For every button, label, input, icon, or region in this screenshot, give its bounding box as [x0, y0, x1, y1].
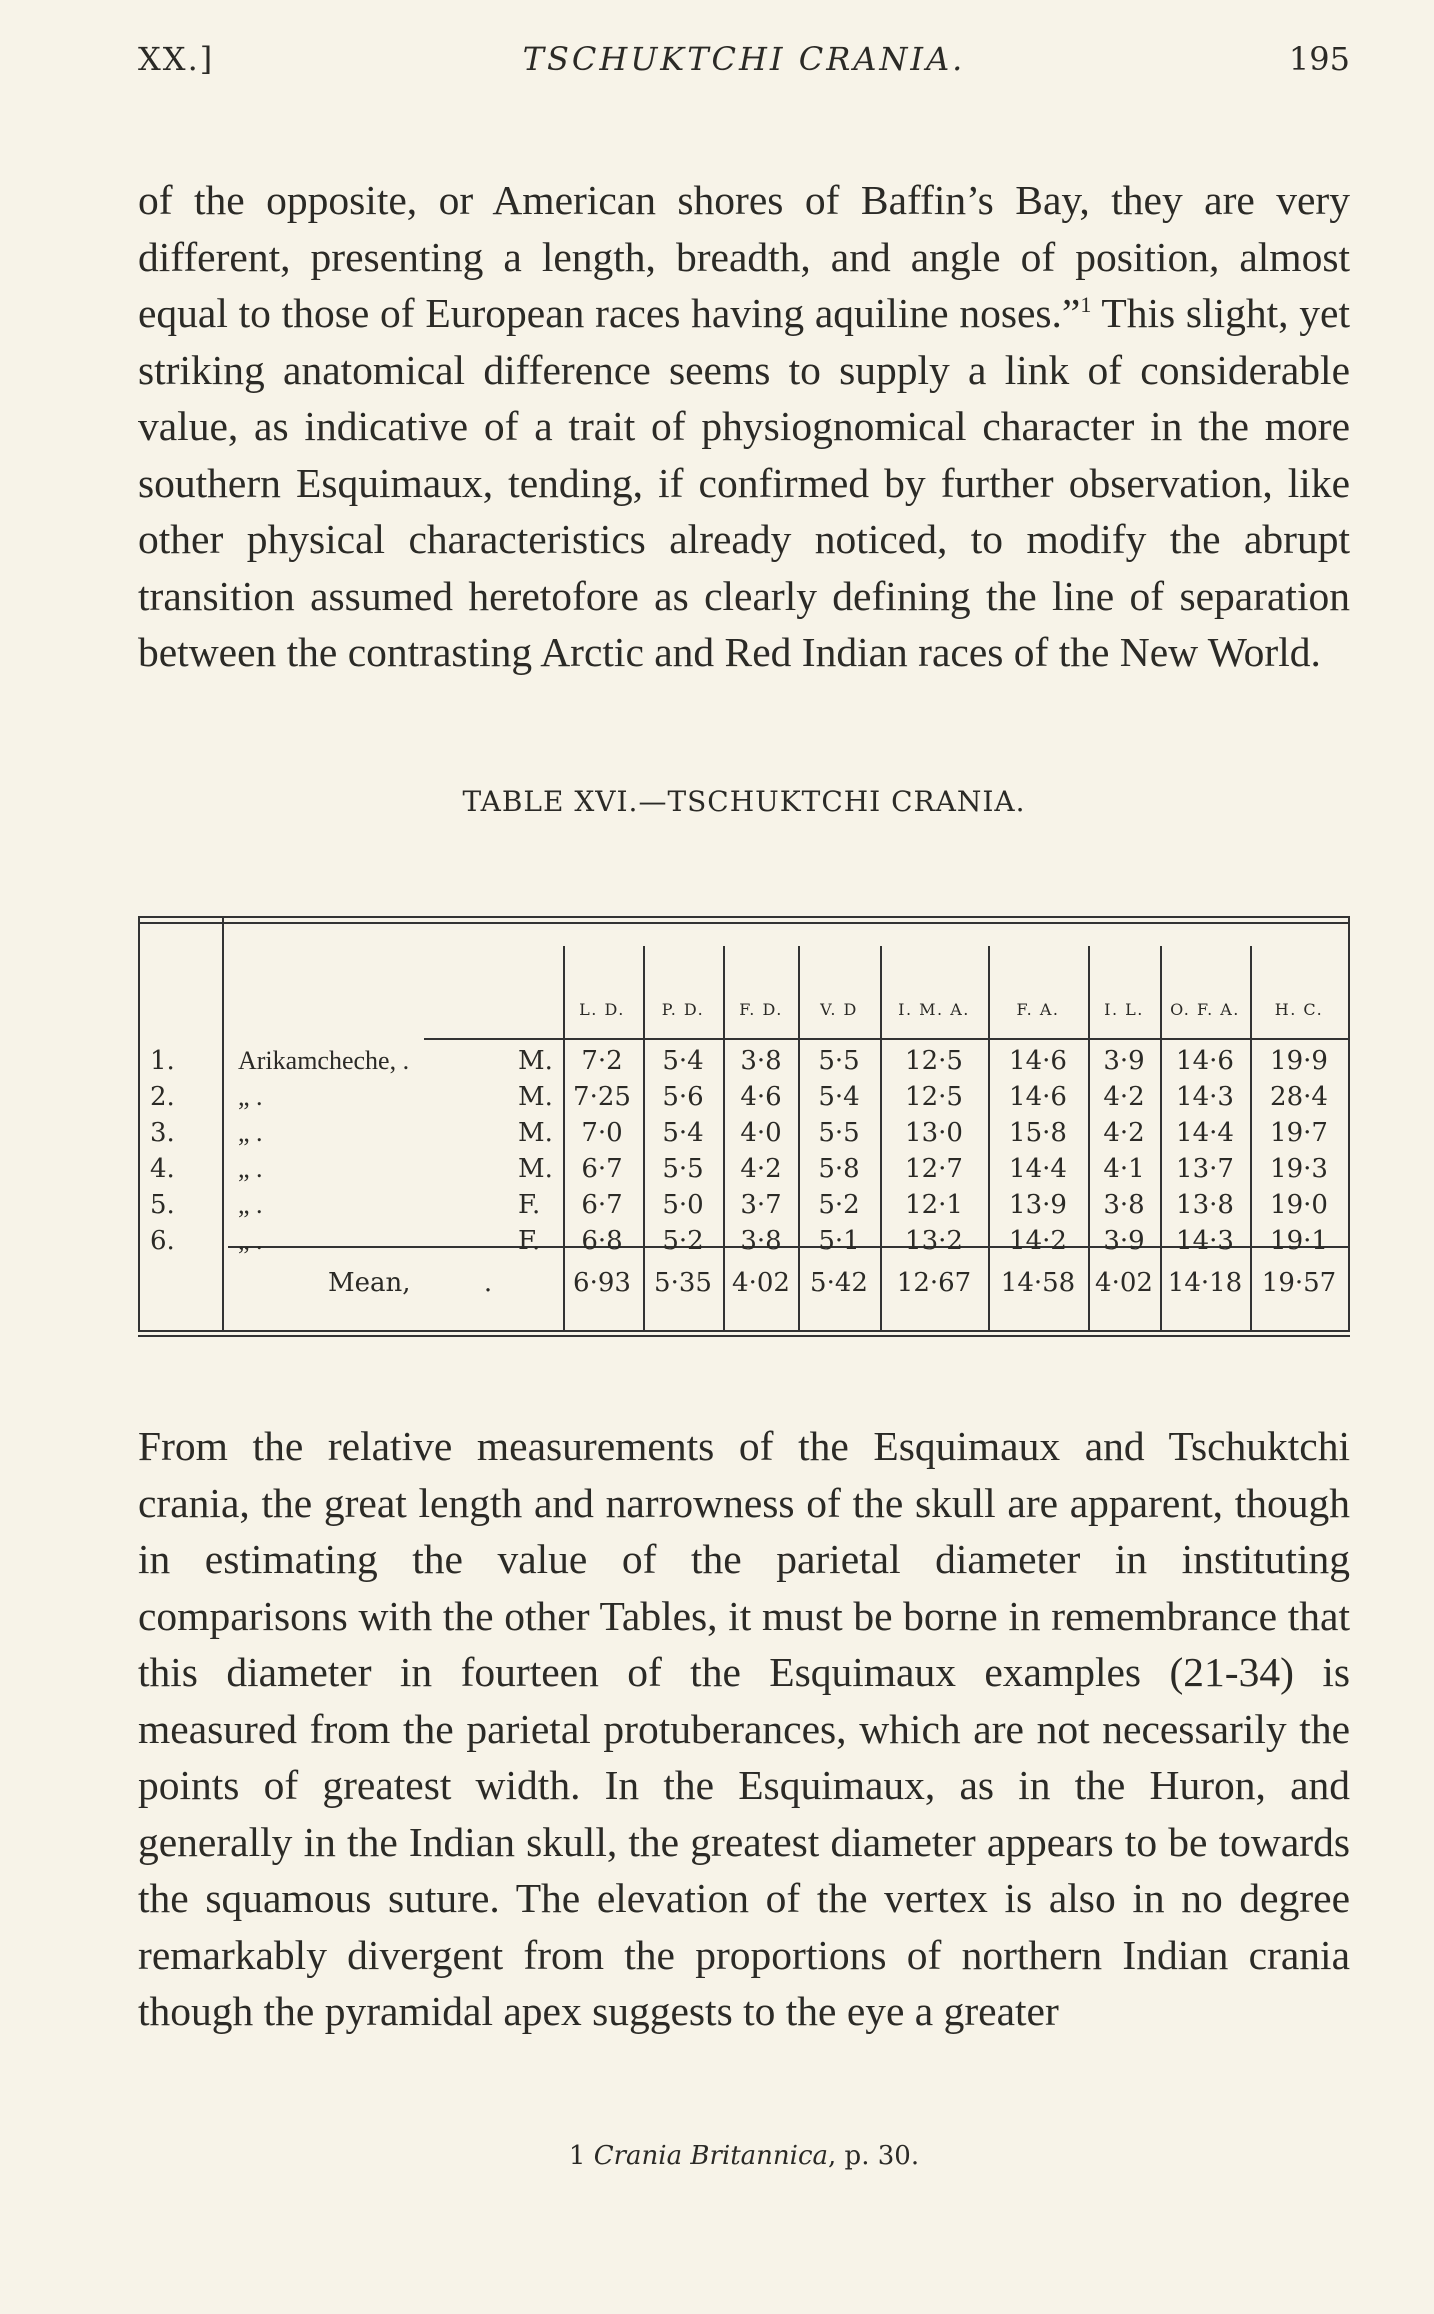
- measurement-value: 14·18: [1167, 1268, 1243, 1298]
- table-row: [138, 1118, 1350, 1154]
- measurement-value: 6·8: [581, 1226, 623, 1256]
- mean-row: [138, 1268, 1350, 1304]
- table-row: [138, 1190, 1350, 1226]
- specimen-sex: M.: [518, 1082, 553, 1112]
- measurement-value: 28·4: [1270, 1082, 1328, 1112]
- measurement-value: 4·02: [732, 1268, 790, 1298]
- measurement-value: 14·58: [1000, 1268, 1076, 1298]
- measurement-value: 13·2: [905, 1226, 963, 1256]
- paragraph-2: From the relative measurements of the Esquimaux and Tschuktchi crania, the great length and narrowness of the skull are apparent, though in estimating the value of the parietal diameter in instituting comparisons with the other Tables, it must be borne in remembrance that this diameter in fourteen of the Esquimaux examples (21-34) is measured from the parietal protuberances, which are not necessarily the points of greatest width. In the Esquimaux, as in the Huron, and generally in the Indian skull, the greatest diameter appears to be towards the squamous suture. The elevation of the vertex is also in no degree remarkably divergent from the proportions of northern Indian crania though the pyramidal apex suggests to the eye a greater: [138, 1423, 1350, 2034]
- section-number: XX.]: [138, 40, 215, 78]
- table-rule-bottom-2: [138, 1335, 1350, 1337]
- measurement-value: 13·8: [1176, 1190, 1234, 1220]
- measurement-value: 7·25: [573, 1082, 631, 1112]
- paragraph-1: [138, 172, 1350, 681]
- measurement-value: 5·6: [662, 1082, 704, 1112]
- measurement-value: 14·3: [1176, 1226, 1234, 1256]
- table-row: [138, 1082, 1350, 1118]
- measurement-value: 3·9: [1103, 1046, 1145, 1076]
- table-row: [138, 1154, 1350, 1190]
- measurement-value: 4·02: [1095, 1268, 1153, 1298]
- measurement-value: 19·3: [1270, 1154, 1328, 1184]
- measurement-value: 6·7: [581, 1154, 623, 1184]
- measurement-value: 14·6: [1176, 1046, 1234, 1076]
- specimen-name: „ .: [238, 1118, 263, 1147]
- table-row: [138, 1226, 1350, 1262]
- specimen-sex: F.: [518, 1190, 541, 1220]
- mean-label: Mean,: [328, 1268, 411, 1298]
- measurement-value: 3·8: [740, 1046, 782, 1076]
- row-number: 1.: [150, 1046, 175, 1076]
- measurement-value: 5·8: [818, 1154, 860, 1184]
- measurement-value: 5·5: [818, 1046, 860, 1076]
- measurement-value: 13·0: [905, 1118, 963, 1148]
- measurement-value: 14·2: [1009, 1226, 1067, 1256]
- column-header: L. D.: [579, 1000, 625, 1019]
- table-row: [138, 1046, 1350, 1082]
- measurement-value: 13·7: [1176, 1154, 1234, 1184]
- measurement-value: 13·9: [1009, 1190, 1067, 1220]
- measurement-value: 7·0: [581, 1118, 623, 1148]
- row-number: 2.: [150, 1082, 175, 1112]
- measurement-value: 5·4: [662, 1046, 704, 1076]
- measurement-value: 4·2: [1103, 1118, 1145, 1148]
- footnote-mark: 1: [568, 2141, 586, 2171]
- measurement-value: 14·6: [1009, 1046, 1067, 1076]
- specimen-name: „ .: [238, 1190, 263, 1219]
- measurement-value: 3·8: [1103, 1190, 1145, 1220]
- measurement-value: 7·2: [581, 1046, 623, 1076]
- measurement-value: 12·5: [905, 1082, 963, 1112]
- row-number: 5.: [150, 1190, 175, 1220]
- page-number: 195: [1288, 40, 1350, 78]
- specimen-name: „ .: [238, 1226, 263, 1255]
- specimen-name: Arikamcheche, .: [238, 1046, 410, 1075]
- measurement-value: 14·4: [1009, 1154, 1067, 1184]
- row-number: 4.: [150, 1154, 175, 1184]
- table-rule-top: [138, 916, 1350, 918]
- column-header: V. D: [820, 1000, 858, 1019]
- specimen-sex: M.: [518, 1046, 553, 1076]
- measurement-value: 3·8: [740, 1226, 782, 1256]
- measurement-value: 15·8: [1009, 1118, 1067, 1148]
- running-title: TSCHUKTCHI CRANIA.: [522, 40, 966, 78]
- measurement-value: 6·7: [581, 1190, 623, 1220]
- measurement-value: 5·4: [662, 1118, 704, 1148]
- footnote-page: , p. 30.: [828, 2141, 920, 2171]
- measurement-value: 3·7: [740, 1190, 782, 1220]
- measurement-value: 12·67: [896, 1268, 972, 1298]
- measurement-value: 4·6: [740, 1082, 782, 1112]
- measurement-value: 5·1: [818, 1226, 860, 1256]
- row-number: 3.: [150, 1118, 175, 1148]
- measurement-value: 19·57: [1261, 1268, 1337, 1298]
- measurement-value: 4·1: [1103, 1154, 1145, 1184]
- measurement-value: 19·9: [1270, 1046, 1328, 1076]
- mean-dot: .: [483, 1268, 493, 1298]
- specimen-sex: M.: [518, 1118, 553, 1148]
- measurement-value: 5·0: [662, 1190, 704, 1220]
- specimen-name: „ .: [238, 1154, 263, 1183]
- table-rule-bottom: [138, 1330, 1350, 1332]
- specimen-sex: M.: [518, 1154, 553, 1184]
- measurement-value: 12·1: [905, 1190, 963, 1220]
- column-header: F. D.: [739, 1000, 783, 1019]
- running-header: [138, 40, 1350, 100]
- column-header: F. A.: [1016, 1000, 1060, 1019]
- column-header: I. M. A.: [898, 1000, 970, 1019]
- specimen-sex: F.: [518, 1226, 541, 1256]
- measurements-table: [138, 916, 1350, 1332]
- footnote-source: Crania Britannica: [593, 2141, 829, 2171]
- column-header: P. D.: [661, 1000, 705, 1019]
- table-rule-top-2: [138, 922, 1350, 924]
- measurement-value: 4·2: [1103, 1082, 1145, 1112]
- measurement-value: 14·6: [1009, 1082, 1067, 1112]
- specimen-name: „ .: [238, 1082, 263, 1111]
- measurement-value: 6·93: [573, 1268, 631, 1298]
- paragraph-1-text-b: This slight, yet striking anatomical difference seems to supply a link of considerable value, as indicative of a trait of physiognomical character in the more southern Esquimaux, tending, if confirmed by further observation, like other physical characteristics already noticed, to modify the abrupt transition assumed heretofore as clearly defining the line of separation between the contrasting Arctic and Red Indian races of the New World.: [138, 290, 1350, 675]
- measurement-value: 3·9: [1103, 1226, 1145, 1256]
- measurement-value: 19·1: [1270, 1226, 1328, 1256]
- column-header: H. C.: [1274, 1000, 1324, 1019]
- table-caption: TABLE XVI.—TSCHUKTCHI CRANIA.: [462, 784, 1026, 818]
- measurement-value: 5·42: [810, 1268, 868, 1298]
- paragraph-1-text-a: of the opposite, or American shores of Baffin’s Bay, they are very different, presenting a length, breadth, and angle of position, almost equal to those of European races having aquiline noses.”: [138, 177, 1350, 336]
- measurement-value: 5·2: [818, 1190, 860, 1220]
- measurement-value: 5·2: [662, 1226, 704, 1256]
- column-header: I. L.: [1104, 1000, 1144, 1019]
- footnote: [138, 2141, 1350, 2171]
- measurement-value: 5·5: [662, 1154, 704, 1184]
- row-number: 6.: [150, 1226, 175, 1256]
- column-header: O. F. A.: [1170, 1000, 1240, 1019]
- book-page: [138, 40, 1350, 2171]
- footnote-reference: 1: [1080, 292, 1092, 318]
- measurement-value: 4·0: [740, 1118, 782, 1148]
- measurement-value: 14·4: [1176, 1118, 1234, 1148]
- measurement-value: 12·7: [905, 1154, 963, 1184]
- measurement-value: 5·4: [818, 1082, 860, 1112]
- measurement-value: 19·7: [1270, 1118, 1328, 1148]
- measurement-value: 14·3: [1176, 1082, 1234, 1112]
- measurement-value: 5·35: [654, 1268, 712, 1298]
- measurement-value: 19·0: [1270, 1190, 1328, 1220]
- measurement-value: 4·2: [740, 1154, 782, 1184]
- measurement-value: 12·5: [905, 1046, 963, 1076]
- measurement-value: 5·5: [818, 1118, 860, 1148]
